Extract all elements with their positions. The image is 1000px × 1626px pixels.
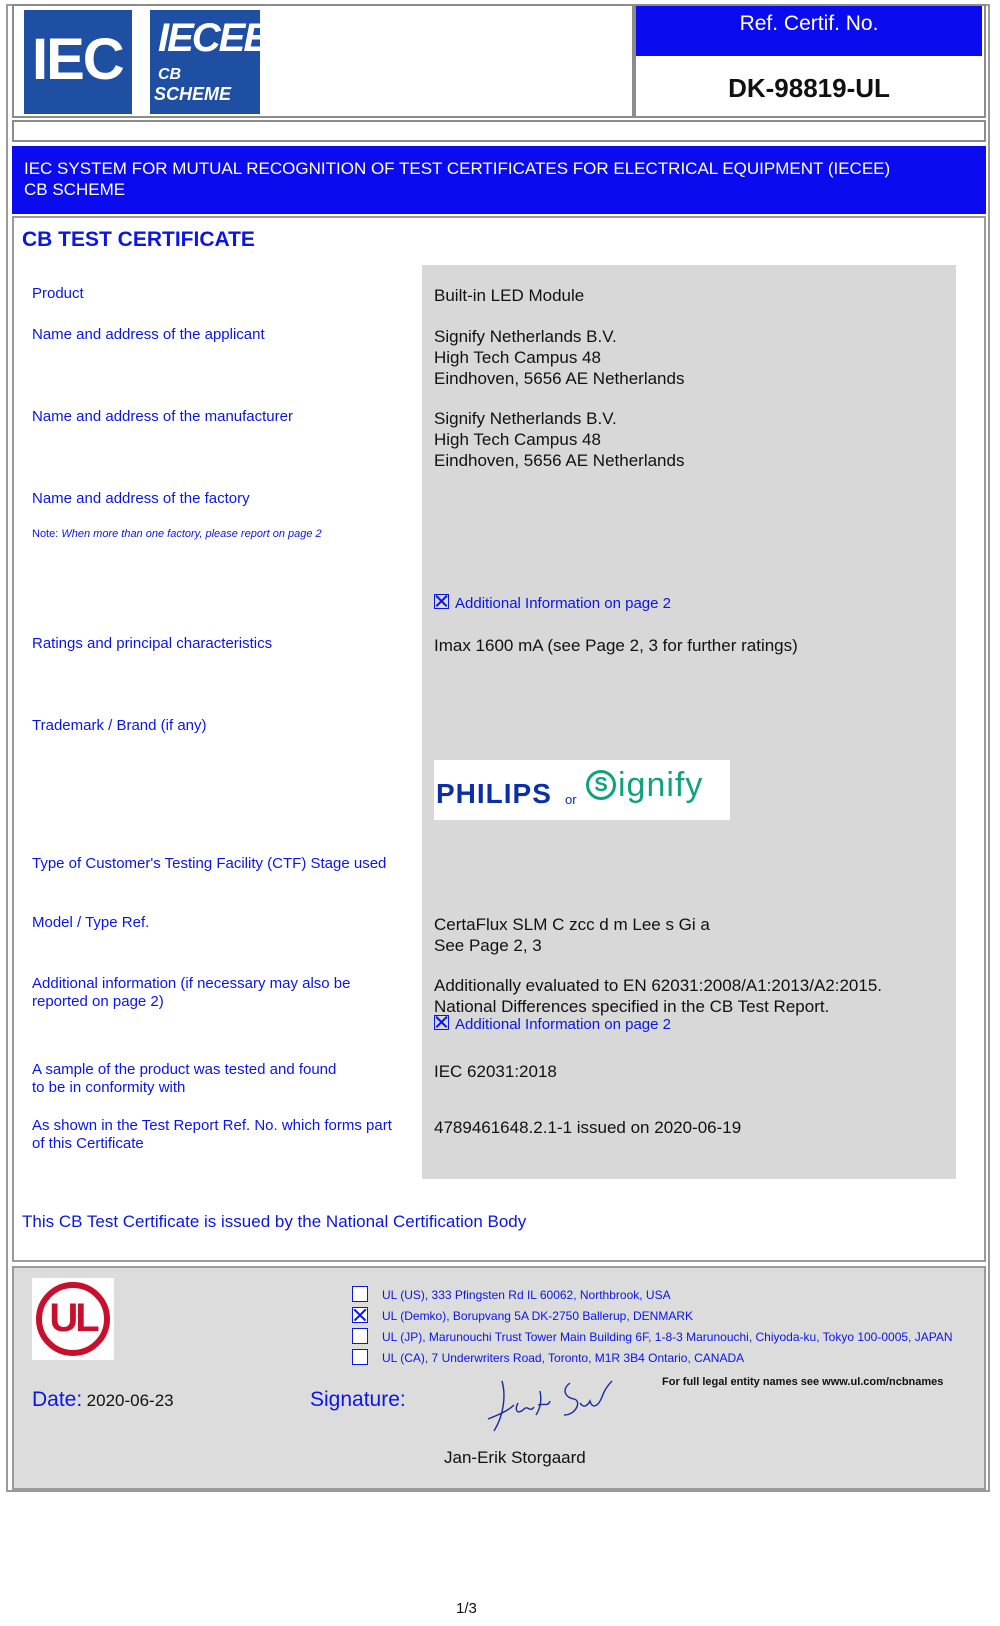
report-value: 4789461648.2.1-1 issued on 2020-06-19	[434, 1118, 742, 1137]
sample-label	[32, 1061, 422, 1097]
sample-label-line: A sample of the product was tested and found	[32, 1061, 337, 1078]
factory-note-text: When more than one factory, please report on page 2	[61, 528, 322, 540]
issued-by-statement: This CB Test Certificate is issued by the National Certification Body	[22, 1212, 527, 1231]
model-label: Model / Type Ref.	[32, 914, 150, 931]
product-label: Product	[32, 285, 84, 302]
factory-label: Name and address of the factory	[32, 490, 250, 507]
additional-label-line: reported on page 2)	[32, 993, 164, 1010]
iecee-logo	[150, 10, 269, 114]
date-label: Date:	[32, 1388, 83, 1411]
factory-additional-info-text: Additional Information on page 2	[455, 595, 671, 612]
report-label-line: As shown in the Test Report Ref. No. which forms part	[32, 1117, 392, 1134]
signature-label: Signature:	[310, 1388, 406, 1411]
ul-logo-text: UL	[49, 1296, 97, 1340]
signature-stroke	[536, 1391, 550, 1415]
date-value: 2020-06-23	[86, 1391, 174, 1410]
ref-number: DK-98819-UL	[728, 73, 890, 103]
ncb-jp-checkbox[interactable]	[352, 1328, 368, 1344]
values-panel	[422, 265, 956, 1179]
ncb-us-checkbox[interactable]	[352, 1286, 368, 1302]
manufacturer-address	[434, 408, 954, 471]
manufacturer-line: Eindhoven, 5656 AE Netherlands	[434, 451, 685, 470]
ratings-label: Ratings and principal characteristics	[32, 635, 273, 652]
additional-info-link	[434, 1015, 671, 1033]
ncb-address-row	[352, 1349, 744, 1367]
ncb-ca-checkbox[interactable]	[352, 1349, 368, 1365]
factory-note-prefix: Note:	[32, 528, 59, 540]
handwritten-signature	[484, 1375, 614, 1437]
model-line: See Page 2, 3	[434, 936, 542, 955]
model-value	[434, 914, 954, 956]
separator-strip	[12, 120, 986, 142]
scheme-banner	[12, 146, 986, 214]
ncb-address-row	[352, 1307, 693, 1325]
philips-logo: PHILIPS	[436, 778, 552, 809]
brand-logos	[434, 760, 730, 820]
report-label	[32, 1117, 422, 1153]
manufacturer-line: High Tech Campus 48	[434, 430, 601, 449]
legal-entity-note: For full legal entity names see www.ul.com/ncbnames	[662, 1376, 944, 1388]
ncb-address-text: UL (JP), Marunouchi Trust Tower Main Building 6F, 1-8-3 Marunouchi, Chiyoda-ku, Tokyo 100-0005, JAPAN	[382, 1330, 953, 1344]
ncb-address-text: UL (US), 333 Pfingsten Rd IL 60062, Northbrook, USA	[382, 1288, 671, 1302]
date-block	[32, 1388, 174, 1412]
manufacturer-label: Name and address of the manufacturer	[32, 408, 293, 425]
brand-or: or	[565, 792, 577, 807]
ctf-label: Type of Customer's Testing Facility (CTF) Stage used	[32, 855, 387, 872]
sample-label-line: to be in conformity with	[32, 1079, 186, 1096]
ul-logo	[32, 1278, 114, 1360]
signify-logo: ignify	[618, 766, 704, 804]
banner-line-2: CB SCHEME	[24, 180, 126, 199]
applicant-label: Name and address of the applicant	[32, 326, 265, 343]
additional-info-text: Additional Information on page 2	[455, 1016, 671, 1033]
manufacturer-line: Signify Netherlands B.V.	[434, 409, 617, 428]
ncb-address-text: UL (CA), 7 Underwriters Road, Toronto, M1R 3B4 Ontario, CANADA	[382, 1351, 745, 1365]
trademark-label: Trademark / Brand (if any)	[32, 717, 207, 734]
factory-additional-info	[434, 594, 671, 612]
ncb-address-text: UL (Demko), Borupvang 5A DK-2750 Ballerup, DENMARK	[382, 1309, 694, 1323]
applicant-line: Signify Netherlands B.V.	[434, 327, 617, 346]
ncb-address-row	[352, 1286, 671, 1304]
applicant-line: Eindhoven, 5656 AE Netherlands	[434, 369, 685, 388]
banner-line-1: IEC SYSTEM FOR MUTUAL RECOGNITION OF TEST CERTIFICATES FOR ELECTRICAL EQUIPMENT (IECEE)	[24, 159, 891, 178]
report-label-line: of this Certificate	[32, 1135, 144, 1152]
additional-line: Additionally evaluated to EN 62031:2008/A1:2013/A2:2015.	[434, 976, 883, 995]
iecee-logo-text: IECEE	[158, 16, 269, 60]
signature-stroke	[488, 1381, 534, 1431]
additional-value	[434, 975, 954, 1017]
factory-note	[32, 528, 322, 540]
iec-logo-text: IEC	[32, 27, 123, 92]
iec-logo	[24, 10, 132, 114]
sample-value: IEC 62031:2018	[434, 1062, 557, 1081]
applicant-line: High Tech Campus 48	[434, 348, 601, 367]
ncb-address-row	[352, 1328, 953, 1346]
additional-info-checkbox-2[interactable]	[434, 1015, 449, 1030]
product-value: Built-in LED Module	[434, 286, 585, 305]
additional-label-line: Additional information (if necessary may also be	[32, 975, 351, 992]
applicant-address	[434, 326, 954, 389]
ratings-value: Imax 1600 mA (see Page 2, 3 for further ratings)	[434, 636, 798, 655]
model-line: CertaFlux SLM C zcc d m Lee s Gi a	[434, 915, 710, 934]
additional-line: National Differences specified in the CB Test Report.	[434, 997, 830, 1016]
additional-info-checkbox[interactable]	[434, 594, 449, 609]
ref-label: Ref. Certif. No.	[636, 6, 982, 56]
additional-label	[32, 975, 422, 1011]
iecee-cb-text: CB	[158, 66, 182, 83]
signify-logo-mark: S	[586, 770, 616, 800]
signer-name: Jan-Erik Storgaard	[444, 1448, 586, 1467]
iecee-scheme-text: SCHEME	[154, 84, 232, 104]
signature-stroke	[564, 1381, 612, 1415]
certificate-title: CB TEST CERTIFICATE	[22, 228, 255, 251]
ncb-demko-checkbox[interactable]	[352, 1307, 368, 1323]
page-number: 1/3	[456, 1600, 477, 1617]
